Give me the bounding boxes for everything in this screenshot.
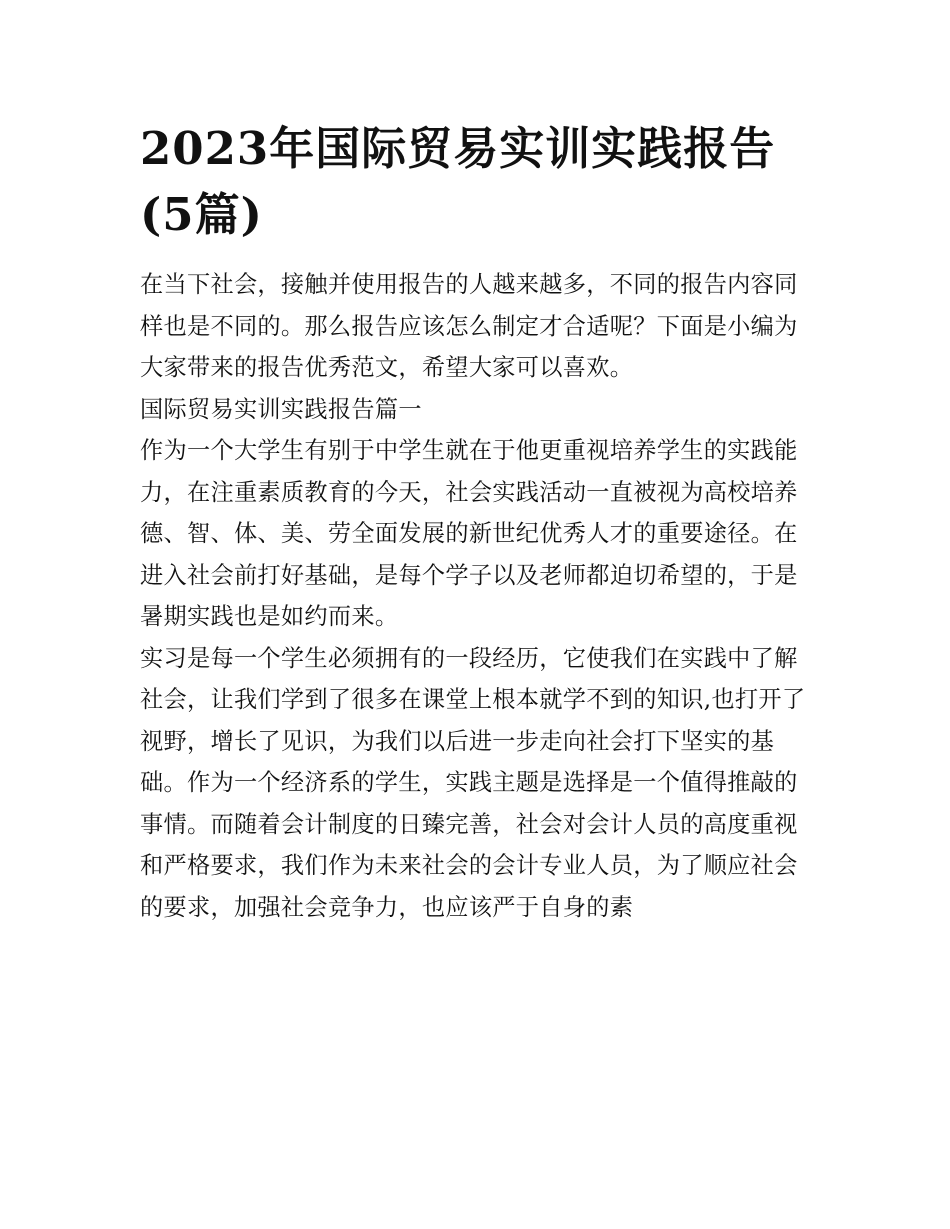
- body-paragraph-2: 实习是每一个学生必须拥有的一段经历，它使我们在实践中了解社会，让我们学到了很多在课堂上根本就学不到的知识,也打开了视野，增长了见识，为我们以后进一步走向社会打下坚实的基础。作为一个经济系的学生，实践主题是选择是一个值得推敲的事情。而随着会计制度的日臻完善，社会对会计人员的高度重视和严格要求，我们作为未来社会的会计专业人员，为了顺应社会的要求，加强社会竞争力，也应该严于自身的素: [140, 644, 806, 921]
- body-paragraph-1: 作为一个大学生有别于中学生就在于他更重视培养学生的实践能力，在注重素质教育的今天，社会实践活动一直被视为高校培养德、智、体、美、劳全面发展的新世纪优秀人才的重要途径。在进入社会前打好基础，是每个学子以及老师都迫切希望的，于是暑期实践也是如约而来。: [140, 437, 798, 630]
- title-line-1: 2023年国际贸易实训实践报告: [140, 122, 776, 175]
- document-title: [140, 116, 820, 248]
- intro-paragraph: 在当下社会，接触并使用报告的人越来越多，不同的报告内容同样也是不同的。那么报告应该怎么制定才合适呢？下面是小编为大家带来的报告优秀范文，希望大家可以喜欢。: [140, 271, 798, 381]
- section-heading: 国际贸易实训实践报告篇一: [140, 395, 422, 423]
- title-line-2: (5篇): [140, 188, 263, 241]
- document-body: [140, 116, 820, 928]
